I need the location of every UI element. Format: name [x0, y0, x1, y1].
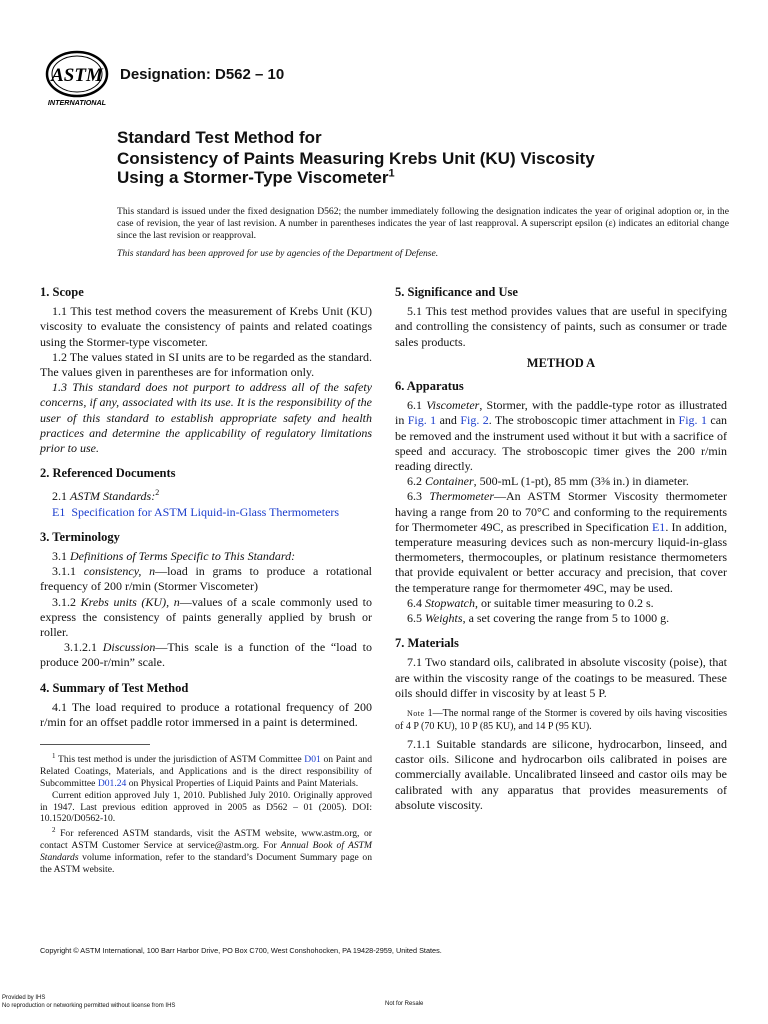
- fig1-link-2[interactable]: Fig. 1: [678, 413, 707, 428]
- term-viscometer: Viscometer: [426, 398, 480, 413]
- def-weights: , a set covering the range from 5 to 1000 g.: [462, 611, 670, 626]
- footnote-divider: [40, 744, 150, 745]
- footnote-2-ref[interactable]: 2: [155, 488, 160, 498]
- para-6-2-num: 6.2: [407, 474, 422, 489]
- footnote-2: [40, 825, 372, 875]
- term-consistency: consistency, n: [83, 564, 156, 579]
- footnote-2-a: For referenced ASTM standards, visit the ASTM website, www.astm.org, or contact ASTM Customer Service at service@astm.org. For: [40, 828, 372, 852]
- para-6-1-a: , Stormer, with the paddle-type rotor as illustrated in: [395, 398, 727, 428]
- designation: Designation: D562 – 10: [120, 66, 285, 83]
- para-6-1-b: . The stroboscopic timer attachment in: [488, 413, 679, 428]
- para-6-1-and: and: [436, 413, 461, 428]
- not-for-resale: Not for Resale: [385, 1001, 424, 1007]
- para-6-1-num: 6.1: [407, 398, 422, 413]
- method-a-heading: METHOD A: [526, 355, 596, 370]
- para-1-2: 1.2 The values stated in SI units are to be regarded as the standard. The values given in parentheses are for information only.: [40, 349, 373, 380]
- footnote-1: [40, 751, 372, 790]
- e1-reference: [40, 505, 372, 520]
- title-line-3-text: Using a Stormer-Type Viscometer: [117, 168, 389, 187]
- para-6-3: [395, 489, 727, 595]
- para-7-1: 7.1 Two standard oils, calibrated in absolute viscosity (poise), that are within the viscosity range of the coatings to be measured. These oils should differ in viscosity by at least 5 P.: [395, 655, 727, 700]
- def-consistency: —load in grams to produce a rotational frequency of 200 r/min (Stormer Viscometer): [40, 564, 372, 594]
- para-2-1-num: 2.1: [52, 489, 67, 504]
- d0124-link[interactable]: D01.24: [97, 778, 127, 790]
- def-stopwatch: , or suitable timer measuring to 0.2 s.: [475, 595, 654, 610]
- term-krebs-units: Krebs units (KU), n: [80, 594, 180, 609]
- license-notice: No reproduction or networking permitted without license from IHS: [2, 1003, 176, 1009]
- footnote-1-a: This test method is under the jurisdiction of ASTM Committee: [55, 754, 305, 766]
- copyright-line: Copyright © ASTM International, 100 Barr Harbor Drive, PO Box C700, West Conshohocken, PA 19428-2959, United States.: [40, 946, 442, 955]
- dod-approval-note: This standard has been approved for use by agencies of the Department of Defense.: [117, 248, 439, 259]
- para-2-1-label: ASTM Standards:: [70, 489, 156, 504]
- para-6-4: [395, 596, 727, 611]
- def-container: , 500-mL (1-pt), 85 mm (3⅜ in.) in diameter.: [473, 474, 689, 489]
- para-4-1: 4.1 The load required to produce a rotational frequency of 200 r/min for an offset paddle rotor immersed in a paint is determined.: [40, 699, 372, 730]
- note-label: Note: [407, 709, 425, 719]
- footnote-2-mark: 2: [52, 826, 56, 835]
- e1-title-link[interactable]: Specification for ASTM Liquid-in-Glass Thermometers: [71, 504, 340, 519]
- summary-heading: 4. Summary of Test Method: [40, 680, 189, 695]
- term-discussion: Discussion: [102, 640, 156, 655]
- para-3-1-2: [40, 595, 372, 641]
- title-line-2: Consistency of Paints Measuring Krebs Unit (KU) Viscosity: [117, 149, 595, 168]
- para-6-1-c: can be removed and the instrument used without it but with a sacrifice of speed and accuracy. The stroboscopic timer gives the 200 r/min reading directly.: [395, 413, 728, 474]
- issuance-note: This standard is issued under the fixed designation D562; the number immediately following the designation indicates the year of original adoption or, in the case of revision, the year of last revision. A number in parentheses indicates the year of last reapproval. A superscript epsilon (ε) indicates an editorial change since the last revision or reapproval.: [117, 206, 729, 241]
- para-6-3-b: . In addition, temperature measuring devices such as non-mercury liquid-in-glass thermometers, thermocouples, or platinum resistance thermometers that provide equivalent or better accuracy and precision, that cover the temperature range for thermometer 49C, may be used.: [395, 519, 727, 595]
- fig2-link[interactable]: Fig. 2: [460, 413, 489, 428]
- para-3-1-2-num: 3.1.2: [52, 594, 76, 609]
- para-7-1-1: 7.1.1 Suitable standards are silicone, hydrocarbon, linseed, and castor oils. Silicone and hydrocarbon oils calibrated in poises are commercially available. Uncalibrated linseed and castor oils may be calibrated with any apparatus that provides measurements of absolute viscosity.: [395, 737, 727, 812]
- para-6-2: [395, 474, 727, 489]
- para-6-4-num: 6.4: [407, 595, 422, 610]
- title-line-3: [117, 168, 395, 188]
- astm-logo: [44, 50, 110, 108]
- right-column: [395, 285, 727, 813]
- significance-heading: 5. Significance and Use: [395, 285, 518, 299]
- logo-subtext: INTERNATIONAL: [47, 98, 107, 107]
- scope-heading: 1. Scope: [40, 285, 84, 299]
- para-3-1-2-1-num: 3.1.2.1: [64, 640, 97, 655]
- para-2-1: [40, 485, 372, 504]
- para-1-1: 1.1 This test method covers the measurement of Krebs Unit (KU) viscosity to evaluate the consistency of paints and related coatings using the Stormer-type viscometer.: [40, 304, 372, 349]
- referenced-docs-heading: 2. Referenced Documents: [40, 466, 176, 481]
- footnote-2-italic: Annual Book of ASTM Standards: [40, 840, 372, 864]
- materials-heading: 7. Materials: [395, 636, 459, 651]
- footnote-1-b: on Paint and Related Coatings, Materials, and Applications and is the direct responsibility of Subcommittee: [40, 754, 372, 790]
- term-stopwatch: Stopwatch: [425, 595, 475, 610]
- logo-text: ASTM: [51, 65, 103, 86]
- para-6-1: [395, 398, 727, 474]
- para-3-1-num: 3.1: [52, 549, 67, 564]
- footnote-2-b: volume information, refer to the standard’s Document Summary page on the ASTM website.: [40, 852, 372, 875]
- footnote-1-mark: 1: [52, 752, 56, 761]
- para-3-1: [40, 549, 372, 564]
- footnote-1-c: on Physical Properties of Liquid Paints and Paint Materials.: [126, 778, 359, 790]
- term-thermometer: Thermometer: [429, 489, 494, 504]
- para-3-1-label: Definitions of Terms Specific to This Standard:: [70, 549, 296, 564]
- e1-link[interactable]: E1: [52, 504, 66, 519]
- para-3-1-2-1: [40, 640, 372, 670]
- def-krebs-units: —values of a scale commonly used to express the consistency of paints generally applied by brush or roller.: [40, 594, 373, 640]
- title-line-1: Standard Test Method for: [117, 128, 322, 147]
- para-1-3: 1.3 This standard does not purport to address all of the safety concerns, if any, associated with its use. It is the responsibility of the user of this standard to establish appropriate safety and health practices and determine the applicability of regulatory limitations prior to use.: [40, 380, 372, 456]
- e1-link-2[interactable]: E1: [651, 519, 666, 534]
- d01-link[interactable]: D01: [304, 754, 321, 766]
- terminology-heading: 3. Terminology: [40, 529, 120, 544]
- left-column: [40, 285, 372, 876]
- para-5-1: 5.1 This test method provides values that are useful in specifying and controlling the consistency of paints, such as consumer or trade sales products.: [395, 304, 727, 349]
- footnote-1-edition: Current edition approved July 1, 2010. Published July 2010. Originally approved in 1947. Last previous edition approved in 2005 as D562 – 01 (2005). DOI: 10.1520/D0562-10.: [40, 789, 372, 825]
- term-container: Container: [425, 474, 474, 489]
- para-6-5: [395, 611, 727, 626]
- note-1: [395, 707, 727, 733]
- title-footnote-ref[interactable]: 1: [388, 167, 395, 180]
- para-6-5-num: 6.5: [407, 611, 422, 626]
- para-6-3-a: —An ASTM Stormer Viscosity thermometer having a range from 20 to 70°C and conforming to the requirements for Thermometer 49C, as prescribed in Specification: [395, 489, 727, 534]
- para-3-1-1: [40, 564, 372, 594]
- provided-by: Provided by IHS: [2, 995, 46, 1001]
- term-weights: Weights: [425, 611, 463, 626]
- note-1-text: 1—The normal range of the Stormer is covered by oils having viscosities of 4 P (70 KU), 10 P (85 KU), and 14 P (95 KU).: [395, 708, 727, 733]
- def-discussion: —This scale is a function of the “load to produce 200-r/min” scale.: [40, 640, 372, 670]
- apparatus-heading: 6. Apparatus: [395, 379, 464, 394]
- para-6-3-num: 6.3: [407, 489, 422, 504]
- para-3-1-1-num: 3.1.1: [52, 564, 76, 579]
- fig1-link[interactable]: Fig. 1: [407, 413, 437, 428]
